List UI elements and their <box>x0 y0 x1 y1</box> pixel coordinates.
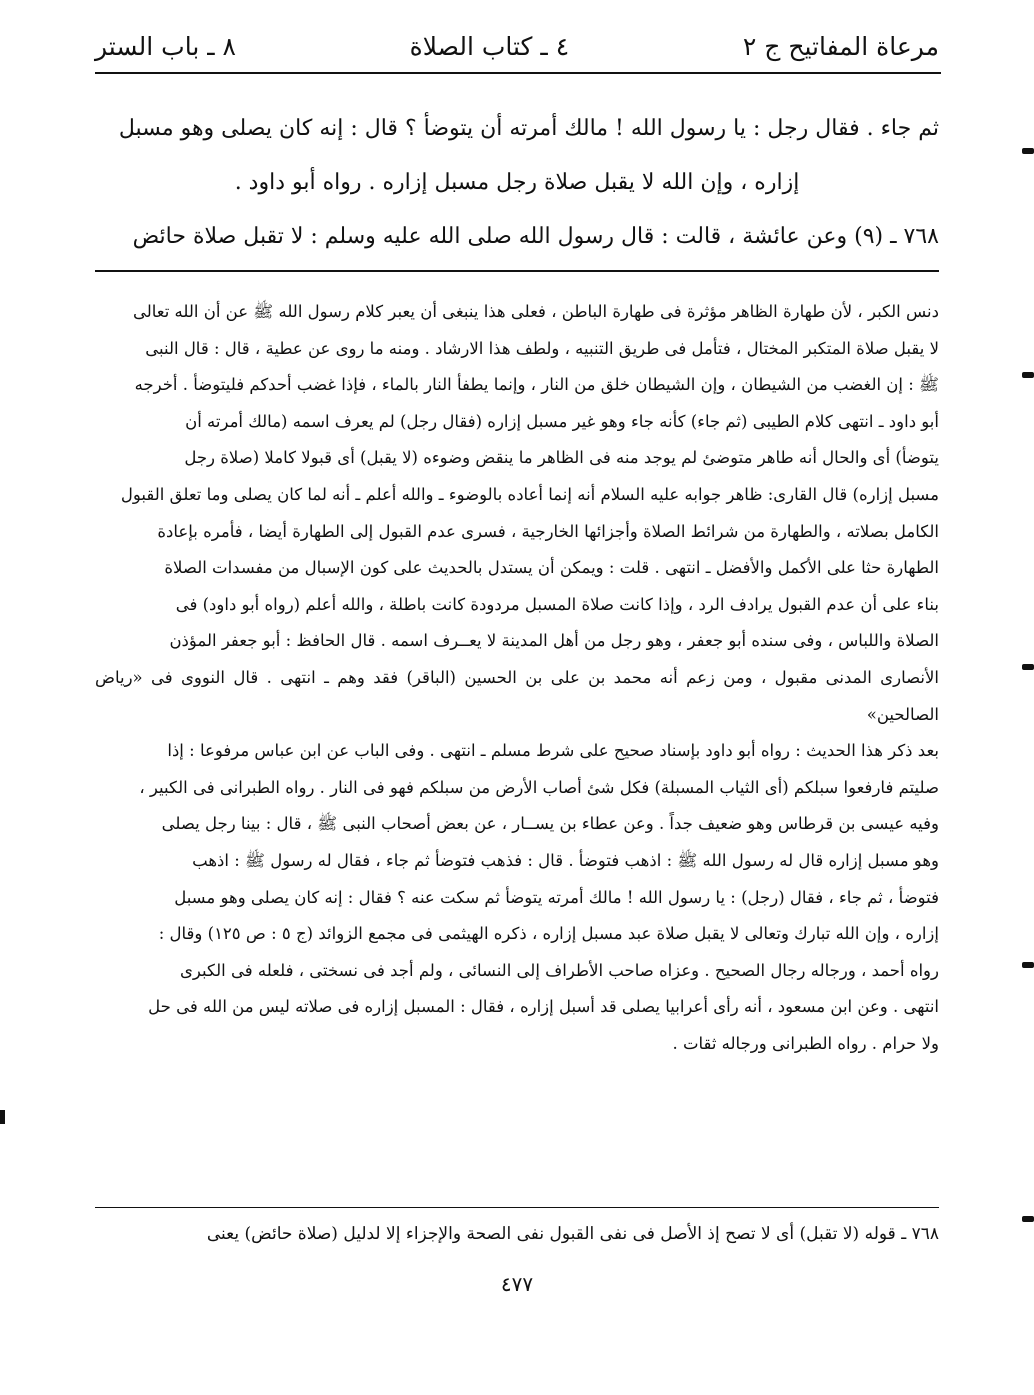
scan-edge-mark <box>1022 962 1034 968</box>
commentary-line: ﷺ : إن الغضب من الشيطان ، وإن الشيطان خلق من النار ، وإنما يطفأ النار بالماء ، فإذا غضب أحدكم فليتوضأ . أخرجه <box>134 375 939 395</box>
commentary-line: إزاره ، وإن الله تبارك وتعالى لا يقبل صلاة عبد مسبل إزاره ، ذكره الهيثمى فى مجمع الزوائد (ج ٥ : ص ١٢٥) وقال : <box>158 924 939 944</box>
commentary-line: وفيه عيسى بن قرطاس وهو ضعيف جداً . وعن عطاء بن يســار ، عن بعض أصحاب النبى ﷺ ، قال : بينا رجل يصلى <box>161 814 939 834</box>
hadith-line: ٧٦٨ ـ (٩) وعن عائشة ، قالت : قال رسول الله صلى الله عليه وسلم : لا تقبل صلاة حائض <box>132 224 939 249</box>
commentary-line: ولا حرام . رواه الطبرانى ورجاله ثقات . <box>672 1033 939 1053</box>
commentary-line: رواه أحمد ، ورجاله رجال الصحيح . وعزاه صاحب الأطراف إلى النسائى ، ولم أجد فى نسختى ، فلعله فى الكبرى <box>180 960 939 980</box>
commentary-line: أبو داود ـ انتهى كلام الطيبى (ثم جاء) كأنه جاء وهو غير مسبل إزاره (فقال رجل) لم يعرف اسمه (مالك أمرته أن <box>185 411 939 431</box>
commentary-line: يتوضأ) أى والحال أنه طاهر متوضئ لم يوجد منه فى الظاهر ما ينقض وضوءه (لا يقبل) أى قبولا كاملا (صلاة رجل <box>184 448 939 468</box>
commentary-line: دنس الكبر ، لأن طهارة الظاهر مؤثرة فى طهارة الباطن ، فعلى هذا ينبغى أن يعبر كلام رسول الله ﷺ عن أن الله تعالى <box>132 302 939 321</box>
page-number: ٤٧٧ <box>500 1272 534 1296</box>
hadith-line: ثم جاء . فقال رجل : يا رسول الله ! مالك أمرته أن يتوضأ ؟ قال : إنه كان يصلى وهو مسبل <box>118 116 939 141</box>
footnote-rule <box>95 1207 939 1208</box>
footnote-text: ٧٦٨ ـ قوله (لا تقبل) أى لا تصح إذ الأصل فى نفى القبول نفى الصحة والإجزاء إلا لدليل (صلاة حائض) يعنى <box>206 1224 939 1244</box>
book-title: مرعاة المفاتيح ج ٢ <box>742 31 939 61</box>
commentary-line: لا يقبل صلاة المتكبر المختال ، فتأمل فى طريق التنبيه ، ولطف هذا الارشاد . ومنه ما روى عن عطية ، قال : قال النبى <box>145 338 939 358</box>
scan-edge-mark <box>1022 372 1034 378</box>
scan-edge-mark <box>1022 664 1034 670</box>
scan-edge-mark <box>0 1110 5 1124</box>
commentary-line: الطهارة حثا على الأكمل والأفضل ـ انتهى . قلت : ويمكن أن يستدل بالحديث على كون الإسبال من مفسدات الصلاة <box>164 558 939 578</box>
section-title: ٨ ـ باب الستر <box>95 31 236 61</box>
commentary-line: بناء على أن عدم القبول يرادف الرد ، وإذا كانت صلاة المسبل مردودة كانت باطلة ، والله أعلم (رواه أبو داود) فى <box>175 594 939 614</box>
running-header <box>95 26 939 66</box>
scan-edge-mark <box>1022 1216 1034 1222</box>
commentary-line: الكامل بصلاته ، والطهارة من شرائط الصلاة وأجزائها الخارجية ، فسرى عدم القبول إلى الطهارة أيضا ، فأمره بإعادة <box>157 521 939 541</box>
commentary-line: الأنصارى المدنى مقبول ، ومن زعم أنه محمد بن على بن الحسين (الباقر) فقد وهم ـ انتهى . قال النووى فى «رياض الصالحين» <box>95 667 939 724</box>
section-rule <box>95 270 939 272</box>
commentary-line: الصلاة واللباس ، وفى سنده أبو جعفر ، وهو رجل من أهل المدينة لا يعــرف اسمه . قال الحافظ : أبو جعفر المؤذن <box>169 631 939 651</box>
commentary-text <box>95 294 939 1062</box>
commentary-line: وهو مسبل إزاره قال له رسول الله ﷺ : اذهب فتوضأ . قال : فذهب فتوضأ ثم جاء ، فقال له رسول ﷺ : اذهب <box>192 850 939 870</box>
commentary-line: انتهى . وعن ابن مسعود ، أنه رأى أعرابيا يصلى قد أسبل إزاره ، فقال : المسبل إزاره فى صلاته ليس من الله فى حل <box>148 997 939 1017</box>
scan-edge-mark <box>1022 148 1034 154</box>
commentary-line: بعد ذكر هذا الحديث : رواه أبو داود بإسناد صحيح على شرط مسلم ـ انتهى . وفى الباب عن ابن عباس مرفوعا : إذا <box>167 741 939 761</box>
commentary-line: مسبل إزاره) قال القارى: ظاهر جوابه عليه السلام أنه إنما أعاده بالوضوء ـ والله أعلم ـ أنه لما كان يصلى وما تعلق القبول <box>120 484 939 504</box>
commentary-line: صليتم فارفعوا سبلكم (أى الثياب المسبلة) فكل شئ أصاب الأرض من سبلكم فهو فى النار . رواه الطبرانى فى الكبير ، <box>139 777 939 797</box>
commentary-line: فتوضأ ، ثم جاء ، فقال (رجل) : يا رسول الله ! مالك أمرته يتوضأ ثم سكت عنه ؟ فقال : إنه كان يصلى وهو مسبل <box>174 887 939 907</box>
hadith-line: إزاره ، وإن الله لا يقبل صلاة رجل مسبل إزاره . رواه أبو داود . <box>234 170 800 195</box>
chapter-title: ٤ ـ كتاب الصلاة <box>409 31 570 61</box>
header-rule <box>95 72 941 74</box>
hadith-text <box>95 102 939 264</box>
